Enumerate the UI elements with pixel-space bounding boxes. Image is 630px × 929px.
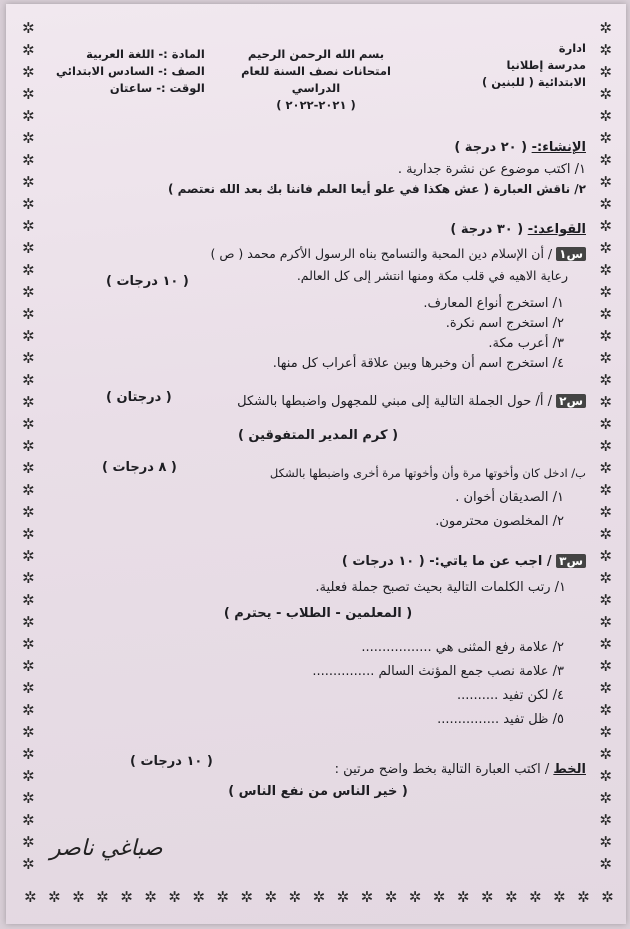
star-ornament-icon: ✲ bbox=[22, 833, 35, 851]
star-ornament-icon: ✲ bbox=[22, 415, 35, 433]
star-ornament-icon: ✲ bbox=[599, 349, 612, 367]
q3-item: ٢/ علامة رفع المثنى هي ................. bbox=[361, 640, 564, 655]
star-ornament-icon: ✲ bbox=[22, 19, 35, 37]
insha-title: الإنشاء:- bbox=[531, 140, 586, 155]
q3-tag: س٣ bbox=[556, 554, 586, 568]
star-ornament-icon: ✲ bbox=[599, 767, 612, 785]
q3-words: ( المعلمين - الطلاب - يحترم ) bbox=[223, 606, 413, 621]
qawaid-marks: ( ٣٠ درجة ) bbox=[450, 222, 524, 237]
header-center-line: ( ٢٠٢١-٢٠٢٢ ) bbox=[276, 98, 356, 112]
star-ornament-icon: ✲ bbox=[599, 41, 612, 59]
qawaid-title: القواعد:- bbox=[527, 222, 586, 237]
star-ornament-icon: ✲ bbox=[216, 888, 229, 906]
star-ornament-icon: ✲ bbox=[22, 85, 35, 103]
header-right-line: ادارة bbox=[558, 41, 586, 55]
star-ornament-icon: ✲ bbox=[264, 888, 278, 906]
insha-item: ٢/ ناقش العبارة ( عش هكذا في علو أيعا العلم فاننا بك بعد الله نعتصم ) bbox=[167, 182, 586, 196]
q3-item: ١/ رتب الكلمات التالية بحيث تصبح جملة فعلية. bbox=[315, 580, 566, 595]
star-ornament-icon: ✲ bbox=[599, 635, 612, 653]
header-left-line: الصف :- السادس الابتدائي bbox=[56, 64, 205, 78]
star-ornament-icon: ✲ bbox=[48, 888, 61, 906]
star-ornament-icon: ✲ bbox=[22, 371, 35, 389]
q3-heading bbox=[342, 554, 586, 569]
star-ornament-icon: ✲ bbox=[22, 745, 35, 763]
star-ornament-icon: ✲ bbox=[599, 569, 612, 587]
exam-paper bbox=[6, 4, 626, 924]
star-ornament-icon: ✲ bbox=[599, 679, 612, 697]
star-ornament-icon: ✲ bbox=[288, 888, 302, 906]
q1-item: ٢/ استخرج اسم نكرة. bbox=[445, 316, 564, 331]
star-ornament-icon: ✲ bbox=[599, 239, 612, 257]
bottom-star-border bbox=[24, 888, 614, 906]
q1-item: ٣/ أعرب مكة. bbox=[488, 336, 564, 351]
school-info bbox=[482, 40, 586, 91]
left-star-border bbox=[22, 18, 35, 874]
star-ornament-icon: ✲ bbox=[599, 173, 612, 191]
star-ornament-icon: ✲ bbox=[599, 745, 612, 763]
q1-statement bbox=[210, 246, 586, 261]
star-ornament-icon: ✲ bbox=[120, 888, 133, 906]
star-ornament-icon: ✲ bbox=[22, 283, 35, 301]
q2b-item: ١/ الصديقان أخوان . bbox=[455, 490, 564, 505]
star-ornament-icon: ✲ bbox=[599, 371, 612, 389]
q3-item: ٥/ ظل تفيد ............... bbox=[437, 712, 564, 727]
q2-sentence: ( كرم المدير المتفوقين ) bbox=[237, 428, 399, 443]
star-ornament-icon: ✲ bbox=[599, 789, 612, 807]
star-ornament-icon: ✲ bbox=[24, 888, 37, 906]
right-star-border bbox=[599, 18, 612, 874]
q1-text: / أن الإسلام دين المحبة والتسامح بناه الرسول الأكرم محمد ( ص ) bbox=[210, 246, 553, 261]
star-ornament-icon: ✲ bbox=[312, 888, 326, 906]
star-ornament-icon: ✲ bbox=[599, 217, 612, 235]
header-center-line: بسم الله الرحمن الرحيم bbox=[247, 47, 385, 61]
handwritten-signature: صباغي ناصر bbox=[50, 836, 163, 861]
star-ornament-icon: ✲ bbox=[22, 129, 35, 147]
star-ornament-icon: ✲ bbox=[432, 888, 446, 906]
star-ornament-icon: ✲ bbox=[22, 481, 35, 499]
header-right-line: الابتدائية ( للبنين ) bbox=[481, 75, 586, 89]
insha-heading bbox=[454, 140, 586, 155]
star-ornament-icon: ✲ bbox=[22, 107, 35, 125]
star-ornament-icon: ✲ bbox=[601, 888, 614, 906]
star-ornament-icon: ✲ bbox=[599, 701, 612, 719]
q2b-marks: ( ٨ درجات ) bbox=[102, 460, 177, 475]
star-ornament-icon: ✲ bbox=[96, 888, 109, 906]
khat-statement bbox=[335, 762, 586, 777]
khat-phrase: ( خير الناس من نفع الناس ) bbox=[228, 784, 408, 799]
qawaid-heading bbox=[450, 222, 586, 237]
star-ornament-icon: ✲ bbox=[22, 393, 35, 411]
star-ornament-icon: ✲ bbox=[456, 888, 470, 906]
star-ornament-icon: ✲ bbox=[599, 393, 612, 411]
star-ornament-icon: ✲ bbox=[599, 481, 612, 499]
star-ornament-icon: ✲ bbox=[192, 888, 205, 906]
star-ornament-icon: ✲ bbox=[599, 459, 612, 477]
star-ornament-icon: ✲ bbox=[240, 888, 253, 906]
q1-marks: ( ١٠ درجات ) bbox=[106, 274, 189, 289]
q2-statement bbox=[237, 394, 586, 409]
star-ornament-icon: ✲ bbox=[599, 195, 612, 213]
exam-content bbox=[50, 24, 586, 864]
exam-title bbox=[216, 46, 416, 114]
star-ornament-icon: ✲ bbox=[599, 63, 612, 81]
khat-text: / اكتب العبارة التالية بخط واضح مرتين : bbox=[334, 762, 550, 777]
star-ornament-icon: ✲ bbox=[22, 437, 35, 455]
khat-title: الخط bbox=[553, 762, 586, 777]
star-ornament-icon: ✲ bbox=[599, 327, 612, 345]
star-ornament-icon: ✲ bbox=[22, 151, 35, 169]
star-ornament-icon: ✲ bbox=[599, 613, 612, 631]
star-ornament-icon: ✲ bbox=[22, 657, 35, 675]
q1-tag: س١ bbox=[556, 247, 586, 261]
star-ornament-icon: ✲ bbox=[480, 888, 494, 906]
star-ornament-icon: ✲ bbox=[72, 888, 85, 906]
star-ornament-icon: ✲ bbox=[22, 261, 35, 279]
star-ornament-icon: ✲ bbox=[22, 569, 35, 587]
star-ornament-icon: ✲ bbox=[22, 679, 35, 697]
star-ornament-icon: ✲ bbox=[599, 657, 612, 675]
star-ornament-icon: ✲ bbox=[22, 239, 35, 257]
star-ornament-icon: ✲ bbox=[22, 63, 35, 81]
star-ornament-icon: ✲ bbox=[22, 349, 35, 367]
star-ornament-icon: ✲ bbox=[22, 855, 35, 873]
q2-marks: ( درجتان ) bbox=[106, 390, 172, 405]
star-ornament-icon: ✲ bbox=[22, 723, 35, 741]
star-ornament-icon: ✲ bbox=[22, 789, 35, 807]
star-ornament-icon: ✲ bbox=[22, 613, 35, 631]
star-ornament-icon: ✲ bbox=[22, 701, 35, 719]
star-ornament-icon: ✲ bbox=[599, 261, 612, 279]
star-ornament-icon: ✲ bbox=[599, 283, 612, 301]
star-ornament-icon: ✲ bbox=[553, 888, 566, 906]
star-ornament-icon: ✲ bbox=[22, 305, 35, 323]
header-left-line: المادة :- اللغة العربية bbox=[86, 47, 205, 61]
star-ornament-icon: ✲ bbox=[599, 19, 612, 37]
star-ornament-icon: ✲ bbox=[22, 525, 35, 543]
star-ornament-icon: ✲ bbox=[504, 888, 518, 906]
exam-header bbox=[50, 24, 586, 112]
q3-item: ٤/ لكن تفيد .......... bbox=[456, 688, 564, 703]
subject-info bbox=[56, 46, 205, 97]
star-ornament-icon: ✲ bbox=[528, 888, 542, 906]
star-ornament-icon: ✲ bbox=[22, 327, 35, 345]
header-left-line: الوقت :- ساعتان bbox=[109, 81, 205, 95]
star-ornament-icon: ✲ bbox=[22, 767, 35, 785]
q1-statement-2: رعاية الاهيه في قلب مكة ومنها انتشر إلى كل العالم. bbox=[296, 268, 568, 283]
header-right-line: مدرسة إطلانيا bbox=[506, 58, 586, 72]
star-ornament-icon: ✲ bbox=[599, 855, 612, 873]
q2b-item: ٢/ المخلصون محترمون. bbox=[435, 514, 564, 529]
star-ornament-icon: ✲ bbox=[22, 195, 35, 213]
q3-marks: ( ١٠ درجات ) bbox=[341, 554, 425, 569]
star-ornament-icon: ✲ bbox=[599, 129, 612, 147]
star-ornament-icon: ✲ bbox=[168, 888, 181, 906]
star-ornament-icon: ✲ bbox=[599, 437, 612, 455]
star-ornament-icon: ✲ bbox=[599, 811, 612, 829]
q3-item: ٣/ علامة نصب جمع المؤنث السالم ............... bbox=[312, 664, 564, 679]
header-center-line: امتحانات نصف السنة للعام الدراسي bbox=[241, 64, 391, 95]
star-ornament-icon: ✲ bbox=[408, 888, 422, 906]
khat-marks: ( ١٠ درجات ) bbox=[130, 754, 213, 769]
star-ornament-icon: ✲ bbox=[599, 151, 612, 169]
star-ornament-icon: ✲ bbox=[599, 547, 612, 565]
star-ornament-icon: ✲ bbox=[599, 833, 612, 851]
star-ornament-icon: ✲ bbox=[599, 107, 612, 125]
q3-title: / اجب عن ما ياتي:- bbox=[429, 554, 552, 569]
star-ornament-icon: ✲ bbox=[384, 888, 398, 906]
star-ornament-icon: ✲ bbox=[22, 635, 35, 653]
star-ornament-icon: ✲ bbox=[599, 525, 612, 543]
star-ornament-icon: ✲ bbox=[599, 723, 612, 741]
star-ornament-icon: ✲ bbox=[22, 591, 35, 609]
star-ornament-icon: ✲ bbox=[22, 459, 35, 477]
star-ornament-icon: ✲ bbox=[22, 811, 35, 829]
star-ornament-icon: ✲ bbox=[599, 591, 612, 609]
q2-text: / أ/ حول الجملة التالية إلى مبني للمجهول واضبطها بالشكل bbox=[237, 394, 552, 409]
star-ornament-icon: ✲ bbox=[360, 888, 374, 906]
star-ornament-icon: ✲ bbox=[599, 305, 612, 323]
star-ornament-icon: ✲ bbox=[599, 503, 612, 521]
q1-item: ١/ استخرج أنواع المعارف. bbox=[423, 296, 564, 311]
star-ornament-icon: ✲ bbox=[22, 503, 35, 521]
star-ornament-icon: ✲ bbox=[599, 85, 612, 103]
q2-tag: س٢ bbox=[556, 394, 586, 408]
star-ornament-icon: ✲ bbox=[22, 217, 35, 235]
star-ornament-icon: ✲ bbox=[599, 415, 612, 433]
star-ornament-icon: ✲ bbox=[22, 547, 35, 565]
insha-item: ١/ اكتب موضوع عن نشرة جدارية . bbox=[397, 162, 586, 177]
star-ornament-icon: ✲ bbox=[22, 41, 35, 59]
star-ornament-icon: ✲ bbox=[144, 888, 157, 906]
star-ornament-icon: ✲ bbox=[577, 888, 590, 906]
star-ornament-icon: ✲ bbox=[336, 888, 350, 906]
q1-item: ٤/ استخرج اسم أن وخبرها وبين علاقة أعراب كل منها. bbox=[272, 356, 564, 371]
q2b-statement: ب/ ادخل كان وأخوتها مرة وأن وأخوتها مرة أخرى واضبطها بالشكل bbox=[269, 466, 586, 480]
star-ornament-icon: ✲ bbox=[22, 173, 35, 191]
insha-marks: ( ٢٠ درجة ) bbox=[454, 140, 528, 155]
